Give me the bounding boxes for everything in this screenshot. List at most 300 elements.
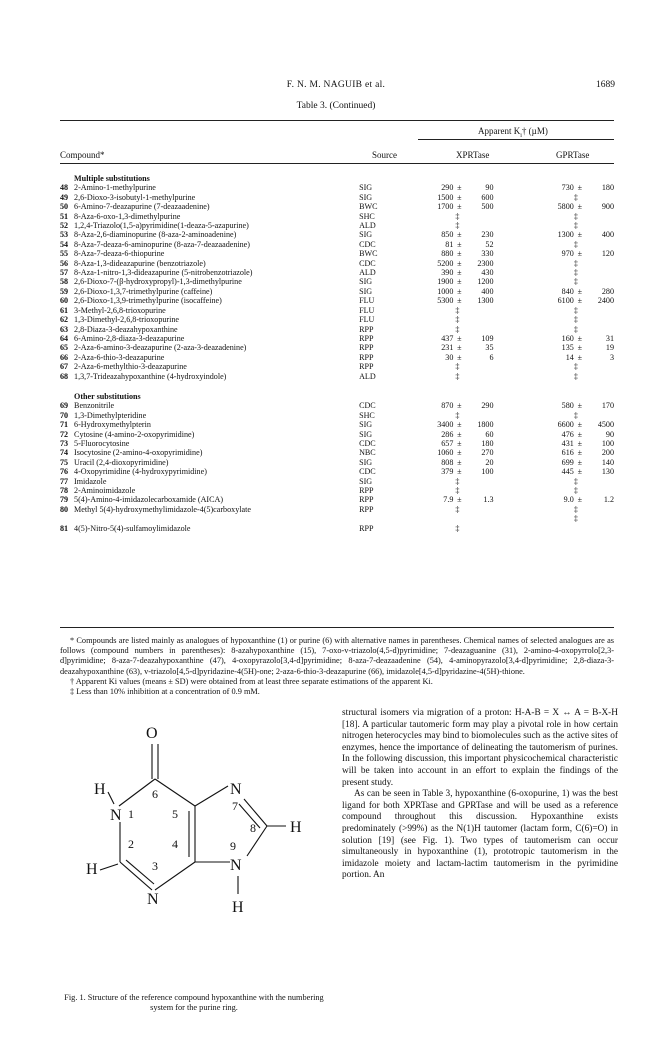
xprtase-value: 109: [481, 333, 494, 343]
compound-number: 50: [60, 202, 69, 212]
col-source: Source: [372, 150, 397, 160]
atom-n7: N: [230, 781, 242, 798]
xprtase-value: ±: [457, 495, 462, 505]
gprtase-value: 90: [605, 429, 614, 439]
compound-name: 8-Aza-2,6-diaminopurine (8-aza-2-aminoadenine): [74, 230, 237, 240]
running-title: F. N. M. NAGUIB et al.: [286, 80, 386, 90]
gprtase-value: ‡: [573, 258, 578, 268]
column-gap: [494, 212, 538, 221]
column-gap: [494, 259, 538, 268]
compound-number: 61: [60, 305, 69, 315]
table-row: [60, 362, 614, 371]
table-bottom-rule: [60, 627, 614, 628]
apparent-ki-heading: Apparent $K_i\dagger$ (µM): [478, 126, 548, 139]
gprtase-value: ±: [577, 202, 583, 212]
xprtase-value: ‡: [455, 221, 460, 231]
atom-h2: H: [86, 861, 98, 878]
xprtase-value: 1800: [477, 420, 494, 430]
compound-source: SIG: [359, 192, 373, 202]
compound-source: RPP: [359, 486, 374, 495]
compound-source: SIG: [359, 429, 373, 439]
compound-name: Benzonitrile: [74, 401, 115, 411]
table-row: [60, 439, 614, 448]
gprtase-value: 130: [601, 467, 614, 477]
column-gap: [494, 411, 538, 420]
xprtase-value: ‡: [455, 476, 460, 486]
compound-name: 4-Oxopyrimidine (4-hydroxypyrimidine): [74, 467, 207, 477]
compound-number: 66: [60, 352, 69, 362]
column-gap: [494, 458, 538, 467]
compound-source: RPP: [359, 343, 374, 353]
table-footnotes: [60, 636, 614, 697]
xprtase-value: 1000: [437, 286, 454, 296]
compound-name: 6-Amino-7-deazapurine (7-deazaadenine): [74, 202, 210, 212]
xprtase-value: ±: [457, 258, 462, 268]
section-title: Multiple substitutions: [74, 174, 150, 183]
compound-number: 73: [60, 438, 69, 448]
table-row: [60, 514, 614, 523]
body-paragraph-1: structural isomers via migration of a proton: H-A-B = X ↔ A = B-X-H [18]. A particular tautomeric form may play a pivotal role in how certain nitrogen heterocycles may bind to biomolecules such as the active sites of enzymes, hence the importance of delineating the tautomerism of purines. In the following discussion, this important physicochemical characteristic will be taken into account in an effort to explain the findings of the present study.: [342, 708, 618, 788]
compound-number: 76: [60, 467, 69, 477]
ring-number-1: 1: [128, 807, 134, 821]
xprtase-value: 6: [489, 352, 494, 362]
compound-name: Methyl 5(4)-hydroxymethylimidazole-4(5)carboxylate: [74, 504, 251, 514]
xprtase-value: ‡: [455, 523, 460, 533]
compound-name: 8-Aza-1-nitro-1,3-dideazapurine (5-nitrobenzotriazole): [74, 268, 253, 278]
table-row: [60, 287, 614, 296]
gprtase-value: 9.0: [563, 495, 574, 505]
atom-n3: N: [147, 891, 159, 908]
gprtase-value: 699: [561, 457, 574, 467]
gprtase-value: ‡: [573, 221, 578, 231]
ring-number-8: 8: [250, 821, 256, 835]
gprtase-value: 6600: [557, 420, 574, 430]
gprtase-value: ‡: [573, 410, 578, 420]
xprtase-value: 390: [441, 268, 454, 278]
table-row: [60, 524, 614, 533]
table-row: [60, 240, 614, 249]
gap-cell: [60, 381, 74, 391]
table-row: [60, 343, 614, 352]
compound-number: 79: [60, 495, 69, 505]
table-row: [60, 212, 614, 221]
compound-name: 6-Hydroxymethylpterin: [74, 420, 151, 430]
table-row: [60, 430, 614, 439]
compound-source: BWC: [359, 202, 378, 212]
xprtase-value: 1700: [437, 202, 454, 212]
xprtase-value: 1.3: [483, 495, 494, 505]
gprtase-value: ‡: [573, 192, 578, 202]
gprtase-value: ±: [577, 495, 583, 505]
column-gap: [494, 343, 538, 352]
table-row: [60, 259, 614, 268]
table-row: [60, 420, 614, 429]
gprtase-value: ‡: [573, 268, 578, 278]
table-row: [60, 353, 614, 362]
compound-number: 77: [60, 476, 69, 486]
gprtase-value: ‡: [573, 239, 578, 249]
ring-number-5: 5: [172, 807, 178, 821]
compound-name: 8-Aza-1,3-dideazapurine (benzotriazole): [74, 258, 206, 268]
column-gap: [494, 505, 538, 514]
xprtase-value: ±: [457, 429, 462, 439]
xprtase-value: 100: [481, 467, 494, 477]
column-gap: [494, 315, 538, 324]
compound-number: 55: [60, 249, 69, 259]
compound-source: ALD: [359, 268, 376, 278]
compound-number: 70: [60, 410, 69, 420]
body-paragraph-2: As can be seen in Table 3, hypoxanthine (6-oxopurine, 1) was the best ligand for both XPRTase and GPRTase and will be used as a reference compound throughout this discussion. Hypoxanthine exists predominately (>99%) as the N(1)H tautomer (lactam form, C(6)=O) in solution [19] (see Fig. 1). Two types of tautomerism can occur simultaneously in hypoxanthine (1), prototropic tautomerism in the imidazole moiety and lactam-lactim tautomerism in the pyrimidine portion. An: [342, 789, 618, 881]
gprtase-value: ‡: [573, 476, 578, 486]
column-gap: [494, 420, 538, 429]
gprtase-value: ±: [577, 183, 583, 193]
compound-number: 80: [60, 504, 69, 514]
table-row: [60, 334, 614, 343]
compound-source: SIG: [359, 476, 373, 486]
xprtase-value: [421, 514, 493, 523]
col-compound: Compound*: [60, 150, 105, 160]
gprtase-value: 1300: [557, 230, 574, 240]
table-row: [60, 221, 614, 230]
column-gap: [494, 467, 538, 476]
gprtase-value: 445: [561, 467, 574, 477]
section-heading-row: [60, 173, 614, 183]
xprtase-value: ‡: [455, 371, 460, 381]
compound-source: RPP: [359, 324, 374, 334]
xprtase-value: 52: [485, 239, 494, 249]
column-gap: [494, 268, 538, 277]
ring-number-7: 7: [232, 799, 238, 813]
xprtase-value: 600: [481, 192, 494, 202]
gprtase-value: 2400: [597, 296, 614, 306]
compound-number: 49: [60, 192, 69, 202]
table-row: [60, 458, 614, 467]
compound-number: 60: [60, 296, 69, 306]
compound-number: 63: [60, 324, 69, 334]
xprtase-value: 870: [441, 401, 454, 411]
atom-h8: H: [290, 819, 302, 836]
table-row: [60, 183, 614, 192]
compound-name: Uracil (2,4-dioxopyrimidine): [74, 457, 169, 467]
gprtase-value: ±: [577, 429, 583, 439]
gprtase-value: 616: [561, 448, 574, 458]
gprtase-value: 31: [605, 333, 614, 343]
column-gap: [494, 362, 538, 371]
header-bottom-rule: [60, 163, 614, 164]
col-gprtase: GPRTase: [556, 150, 590, 160]
xprtase-value: 1900: [437, 277, 454, 287]
gprtase-value: 170: [601, 401, 614, 411]
xprtase-value: ‡: [455, 504, 460, 514]
xprtase-value: 270: [481, 448, 494, 458]
compound-number: 52: [60, 221, 69, 231]
gprtase-value: 1.2: [603, 495, 614, 505]
column-gap: [494, 296, 538, 305]
xprtase-value: 1060: [437, 448, 454, 458]
gprtase-value: 5800: [557, 202, 574, 212]
compound-number: 51: [60, 211, 69, 221]
compound-source: RPP: [359, 504, 374, 514]
compound-number: 56: [60, 258, 69, 268]
gprtase-value: ‡: [573, 277, 578, 287]
xprtase-value: 290: [441, 183, 454, 193]
xprtase-value: ±: [457, 202, 462, 212]
table-row: [60, 325, 614, 334]
compound-source: SHC: [359, 211, 375, 221]
ring-number-6: 6: [152, 787, 158, 801]
compound-name: 2-Aminoimidazole: [74, 486, 136, 495]
table-row: [60, 315, 614, 324]
table-row: [60, 306, 614, 315]
xprtase-value: 231: [441, 343, 454, 353]
compound-source: RPP: [359, 362, 374, 372]
section-gap: [60, 381, 614, 391]
gprtase-value: 580: [561, 401, 574, 411]
column-gap: [494, 334, 538, 343]
compound-number: 75: [60, 457, 69, 467]
compound-number: 71: [60, 420, 69, 430]
compound-name: 2,6-Dioxo-7-(β-hydroxypropyl)-1,3-dimethylpurine: [74, 277, 242, 287]
xprtase-value: ±: [457, 438, 462, 448]
gprtase-value: 280: [601, 286, 614, 296]
xprtase-value: 430: [481, 268, 494, 278]
compound-name: 8-Aza-7-deaza-6-aminopurine (8-aza-7-deazaadenine): [74, 239, 250, 249]
compound-source: ALD: [359, 371, 376, 381]
compound-name: 8-Aza-7-deaza-6-thiopurine: [74, 249, 165, 259]
section-heading-row: [60, 391, 614, 401]
table-row: [60, 230, 614, 239]
column-gap: [494, 277, 538, 286]
xprtase-value: ‡: [455, 410, 460, 420]
compound-source: CDC: [359, 467, 376, 477]
compound-source: ALD: [359, 221, 376, 231]
compound-number: [60, 514, 74, 523]
compound-source: SIG: [359, 230, 373, 240]
compound-number: 58: [60, 277, 69, 287]
table-row: [60, 249, 614, 258]
xprtase-value: ±: [457, 296, 462, 306]
gprtase-value: ±: [577, 333, 583, 343]
compound-source: RPP: [359, 495, 374, 505]
table-row: [60, 448, 614, 457]
xprtase-value: 330: [481, 249, 494, 259]
gprtase-value: 730: [561, 183, 574, 193]
gprtase-value: 14: [565, 352, 574, 362]
xprtase-value: 2300: [477, 258, 494, 268]
table-row: [60, 193, 614, 202]
compound-number: 67: [60, 362, 69, 372]
gprtase-value: 840: [561, 286, 574, 296]
compound-name: 1,3,7-Trideazahypoxanthine (4-hydroxyindole): [74, 371, 227, 381]
xprtase-value: 880: [441, 249, 454, 259]
compound-name: 2,6-Dioxo-3-isobutyl-1-methylpurine: [74, 192, 196, 202]
column-gap: [494, 524, 538, 533]
table-row: [60, 495, 614, 504]
compound-source: [359, 514, 421, 523]
compound-name: Cytosine (4-amino-2-oxopyrimidine): [74, 429, 195, 439]
column-gap: [494, 202, 538, 211]
table-row: [60, 411, 614, 420]
xprtase-value: ±: [457, 457, 462, 467]
xprtase-value: 286: [441, 429, 454, 439]
gprtase-value: ‡: [573, 504, 578, 514]
page-number: 1689: [596, 80, 615, 90]
gprtase-value: 180: [601, 183, 614, 193]
xprtase-value: 7.9: [443, 495, 454, 505]
column-gap: [494, 401, 538, 410]
ring-number-2: 2: [128, 837, 134, 851]
compound-source: SIG: [359, 277, 373, 287]
footnote-apparent-ki: † Apparent Ki values (means ± SD) were obtained from at least three separate estimations of the apparent Ki.: [70, 676, 433, 686]
compound-name: Isocytosine (2-amino-4-oxopyrimidine): [74, 448, 203, 458]
gprtase-value: 3: [609, 352, 614, 362]
gprtase-value: 19: [605, 343, 614, 353]
column-gap: [494, 193, 538, 202]
compound-name: 8-Aza-6-oxo-1,3-dimethylpurine: [74, 211, 181, 221]
compound-source: FLU: [359, 315, 375, 325]
compound-name: 1,3-Dimethyl-2,6,8-trioxopurine: [74, 315, 180, 325]
compound-name: 4(5)-Nitro-5(4)-sulfamoylimidazole: [74, 523, 191, 533]
column-gap: [494, 477, 538, 486]
table-row: [60, 202, 614, 211]
xprtase-value: 35: [485, 343, 494, 353]
compound-number: 48: [60, 183, 69, 193]
table-row: [60, 268, 614, 277]
column-gap: [494, 287, 538, 296]
xprtase-value: ±: [457, 268, 462, 278]
xprtase-value: 290: [481, 401, 494, 411]
xprtase-value: ±: [457, 420, 462, 430]
compound-source: CDC: [359, 239, 376, 249]
compound-source: CDC: [359, 258, 376, 268]
compound-name: 2,6-Dioxo-1,3,9-trimethylpurine (isocaffeine): [74, 296, 222, 306]
table-row: [60, 277, 614, 286]
compound-number: 53: [60, 230, 69, 240]
compound-source: SIG: [359, 420, 373, 430]
compound-number: 81: [60, 523, 69, 533]
compound-number: 74: [60, 448, 69, 458]
xprtase-value: ±: [457, 333, 462, 343]
xprtase-value: ±: [457, 249, 462, 259]
compound-name: 5-Fluorocytosine: [74, 438, 130, 448]
gprtase-value: 970: [561, 249, 574, 259]
compound-name: 2-Aza-6-thio-3-deazapurine: [74, 352, 165, 362]
compound-source: SHC: [359, 410, 375, 420]
xprtase-value: 500: [481, 202, 494, 212]
gprtase-value: 135: [561, 343, 574, 353]
compound-name: 5(4)-Amino-4-imidazolecarboxamide (AICA): [74, 495, 224, 505]
xprtase-value: 180: [481, 438, 494, 448]
column-gap: [494, 221, 538, 230]
gprtase-value: 4500: [597, 420, 614, 430]
compound-name: Imidazole: [74, 476, 107, 486]
table-row: [60, 467, 614, 476]
atom-h1: H: [94, 781, 106, 798]
gprtase-value: ±: [577, 230, 583, 240]
column-gap: [494, 183, 538, 192]
footnote-compounds: * Compounds are listed mainly as analogues of hypoxanthine (1) or purine (6) with alternative names in parentheses. Chemical names of selected analogues are as follows (compound numbers in parentheses): 8-azahypoxanthine (15), 7-oxo-v-triazolo(4,5-d)pyrimidine; 7-deazaguanine (31), 2-amino-4-oxopyrrolo[2,3-d]pyrimidine; 8-aza-7-deazahypoxanthine (47), 4-oxopyrazolo[3,4-d]pyrimidine; 8-aza-7-deazaadenine (54), 4-aminopyrazolo[3,4-d]pyrimidine; 2,8-diaza-3-deazahypoxanthine (63), v-triazolo[4,5-d]pyridazine-4(5H)-one; 2-aza-6-thio-3-deazapurine (66), imidazole[4,5-d]pyridazine-4(5H)-thione.: [60, 636, 614, 676]
xprtase-value: 30: [445, 352, 454, 362]
xprtase-value: 60: [485, 429, 494, 439]
xprtase-value: ±: [457, 467, 462, 477]
column-gap: [494, 249, 538, 258]
xprtase-value: 379: [441, 467, 454, 477]
compound-number: 68: [60, 371, 69, 381]
compound-name: 2-Aza-6-amino-3-deazapurine (2-aza-3-deazadenine): [74, 343, 247, 353]
xprtase-value: ‡: [455, 486, 460, 495]
compound-number: 57: [60, 268, 69, 278]
gprtase-value: [538, 524, 614, 533]
compound-source: NBC: [359, 448, 376, 458]
compound-name: 2,8-Diaza-3-deazahypoxanthine: [74, 324, 178, 334]
gprtase-value: 431: [561, 438, 574, 448]
gprtase-value: ±: [577, 467, 583, 477]
xprtase-value: ±: [457, 343, 462, 353]
compound-name: 3-Methyl-2,6,8-trioxopurine: [74, 305, 166, 315]
xprtase-value: 850: [441, 230, 454, 240]
table-row: [60, 477, 614, 486]
xprtase-value: 90: [485, 183, 494, 193]
compound-source: FLU: [359, 305, 375, 315]
compound-source: CDC: [359, 401, 376, 411]
compound-name: 2-Amino-1-methylpurine: [74, 183, 156, 193]
column-gap: [494, 240, 538, 249]
column-gap: [494, 448, 538, 457]
compound-number: 69: [60, 401, 69, 411]
hypoxanthine-structure: [84, 714, 324, 984]
compound-number: 54: [60, 239, 69, 249]
compound-source: CDC: [359, 438, 376, 448]
gprtase-value: ‡: [573, 514, 578, 524]
xprtase-value: 1500: [437, 192, 454, 202]
compound-name: 2-Aza-6-methylthio-3-deazapurine: [74, 362, 187, 372]
gprtase-value: ‡: [573, 486, 578, 495]
compound-name: 1,3-Dimethylpteridine: [74, 410, 147, 420]
section-spacer: [60, 173, 74, 183]
gprtase-value: 476: [561, 429, 574, 439]
gprtase-value: 140: [601, 457, 614, 467]
compound-source: RPP: [359, 523, 374, 533]
xprtase-value: 1300: [477, 296, 494, 306]
gprtase-value: ±: [577, 296, 583, 306]
atom-n9: N: [230, 857, 242, 874]
compound-name: 6-Amino-2,8-diaza-3-deazapurine: [74, 333, 185, 343]
table-row: [60, 372, 614, 381]
ring-number-4: 4: [172, 837, 178, 851]
xprtase-value: 81: [445, 239, 454, 249]
compound-number: 62: [60, 315, 69, 325]
xprtase-value: ±: [457, 192, 462, 202]
table-row: [60, 505, 614, 514]
gprtase-value: ‡: [573, 324, 578, 334]
xprtase-value: ‡: [455, 362, 460, 372]
xprtase-value: ‡: [455, 211, 460, 221]
ring-number-9: 9: [230, 839, 236, 853]
xprtase-value: ±: [457, 401, 462, 411]
gprtase-value: ±: [577, 401, 583, 411]
xprtase-value: 400: [481, 286, 494, 296]
xprtase-value: ±: [457, 239, 462, 249]
xprtase-value: 5200: [437, 258, 454, 268]
compound-source: RPP: [359, 352, 374, 362]
column-gap: [494, 306, 538, 315]
xprtase-value: 437: [441, 333, 454, 343]
gprtase-value: 200: [601, 448, 614, 458]
compound-name: 2,6-Dioxo-1,3,7-trimethylpurine (caffeine): [74, 286, 213, 296]
gprtase-value: 100: [601, 438, 614, 448]
column-gap: [494, 325, 538, 334]
gprtase-value: ±: [577, 448, 583, 458]
